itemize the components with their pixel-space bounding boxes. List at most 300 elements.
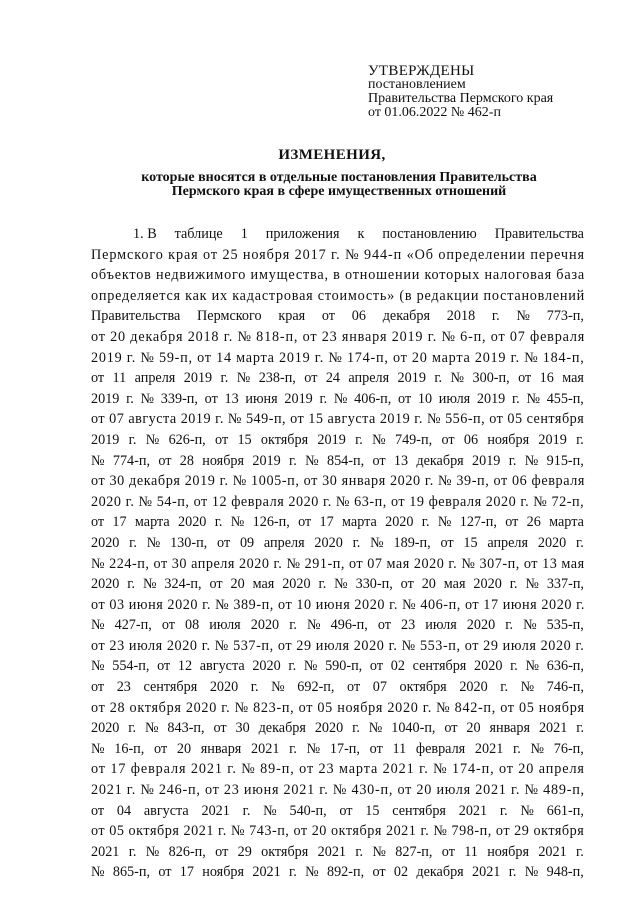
paragraph-line <box>91 677 584 698</box>
paragraph-word: № <box>236 370 251 387</box>
paragraph-word: 12 <box>177 658 193 675</box>
paragraph-1 <box>91 224 584 883</box>
paragraph-word: г. <box>289 452 297 469</box>
paragraph-word: г. <box>289 864 297 881</box>
paragraph-word: г. <box>499 802 508 819</box>
paragraph-line <box>91 801 584 822</box>
paragraph-word: 406-п, <box>354 390 392 407</box>
paragraph-word: августа <box>199 658 245 675</box>
paragraph-word: Пермского <box>197 308 262 325</box>
approval-line: постановлением <box>368 77 466 92</box>
paragraph-word: 2019 <box>183 370 213 387</box>
paragraph-word: мая <box>443 576 466 593</box>
paragraph-word: от <box>217 534 231 551</box>
paragraph-word: от <box>372 452 386 469</box>
document-subtitle: Пермского края в сфере имущественных отношений <box>171 184 507 199</box>
paragraph-word: ноября <box>487 843 529 860</box>
paragraph-word: 2019 <box>252 452 281 469</box>
paragraph-word: 20 <box>466 720 481 737</box>
paragraph-line <box>91 574 584 595</box>
paragraph-word: июня <box>245 390 278 407</box>
paragraph-word: 04 <box>116 802 132 819</box>
paragraph-word: Правительства <box>494 226 584 242</box>
paragraph-word: 13 <box>393 452 409 469</box>
paragraph-word: 339-п, <box>160 390 198 407</box>
document-subtitle: которые вносятся в отдельные постановления Правительства <box>141 170 537 185</box>
paragraph-word: 17 <box>112 514 127 531</box>
paragraph-word: № <box>526 390 540 407</box>
paragraph-word: таблице <box>174 226 223 242</box>
paragraph-word: г. <box>421 514 430 531</box>
paragraph-word: 2020 <box>385 514 414 531</box>
paragraph-word: г. <box>242 802 251 819</box>
paragraph-word: г. <box>128 431 137 448</box>
paragraph-line <box>91 492 584 513</box>
document-heading <box>0 146 640 199</box>
paragraph-word: 2019 <box>397 370 426 387</box>
paragraph-word: № <box>145 431 160 448</box>
paragraph-word: 16 <box>539 370 554 387</box>
paragraph-word: от <box>377 617 391 634</box>
paragraph-word: г. <box>491 308 500 325</box>
paragraph-word: г. <box>509 576 518 593</box>
paragraph-word: 11 <box>464 843 478 860</box>
paragraph-word: 28 <box>179 452 194 469</box>
paragraph-word: от <box>518 370 532 387</box>
paragraph-word: декабря <box>258 720 306 737</box>
paragraph-line <box>91 430 584 451</box>
paragraph-word: от 05 октября 2021 г. № 743-п, от 20 октября 2021 г. № 798-п, от 29 октября <box>91 823 585 840</box>
paragraph-word: № <box>530 740 545 757</box>
paragraph-word: от <box>158 864 172 881</box>
paragraph-word: 09 <box>239 534 255 551</box>
paragraph-word: г. <box>505 617 513 634</box>
paragraph-word: 30 <box>235 720 250 737</box>
paragraph-word: к <box>357 226 365 242</box>
paragraph-word: марта <box>342 514 377 531</box>
paragraph-word: от <box>444 720 458 737</box>
paragraph-word: от <box>440 534 454 551</box>
paragraph-word: г. <box>126 390 134 407</box>
paragraph-line <box>91 409 584 430</box>
paragraph-word: от 07 августа 2019 г. № 549-п, от 15 августа 2019 г. № 556-п, от 05 сентября <box>91 411 585 428</box>
paragraph-word: 2021 <box>538 843 567 860</box>
paragraph-line <box>91 348 584 369</box>
paragraph-word: 2020 <box>178 514 207 531</box>
paragraph-word: декабря <box>382 308 431 325</box>
paragraph-word: приложения <box>265 226 340 242</box>
paragraph-word: постановлению <box>382 226 477 242</box>
approval-line: от 01.06.2022 № 462-п <box>368 105 501 120</box>
paragraph-word: 23 <box>116 679 131 696</box>
paragraph-word: мая <box>252 576 275 593</box>
paragraph-word: 29 <box>237 843 252 860</box>
paragraph-word: от 23 июля 2020 г. № 537-п, от 29 июля 2020 г. № 553-п, от 29 июля 2020 г. <box>91 637 585 654</box>
paragraph-word: 2020 г. № 54-п, от 12 февраля 2020 г. № 63-п, от 19 февраля 2020 г. № 72-п, <box>91 493 585 510</box>
paragraph-word: 2018 <box>446 308 476 325</box>
paragraph-word: сентября <box>143 679 198 696</box>
paragraph-word: 2021 <box>538 720 568 737</box>
paragraph-line <box>91 595 584 616</box>
paragraph-word: 06 <box>351 308 366 325</box>
paragraph-word: 2020 <box>473 576 502 593</box>
paragraph-word: 24 <box>325 370 340 387</box>
paragraph-word: 554-п, <box>112 658 150 675</box>
paragraph-word: от <box>91 802 105 819</box>
paragraph-word: 17-п, <box>329 740 360 757</box>
paragraph-word: от <box>157 658 171 675</box>
paragraph-word: октября <box>260 431 309 448</box>
paragraph-word: 749-п, <box>394 431 433 448</box>
paragraph-word: 2020 <box>537 534 567 551</box>
paragraph-line <box>91 780 584 801</box>
paragraph-word: № <box>370 534 384 551</box>
paragraph-word: 2021 <box>474 740 504 757</box>
paragraph-word: 2020 <box>474 658 503 675</box>
paragraph-word: г. <box>576 431 584 448</box>
paragraph-word: 774-п, <box>112 452 151 469</box>
paragraph-word: № <box>525 576 539 593</box>
paragraph-word: от 20 декабря 2018 г. № 818-п, от 23 января 2019 г. № 6-п, от 07 февраля <box>91 328 586 345</box>
paragraph-line <box>91 821 584 842</box>
paragraph-word: 2021 <box>252 864 281 881</box>
paragraph-line <box>91 389 584 410</box>
paragraph-word: 2019 <box>284 390 313 407</box>
paragraph-word: № <box>450 370 465 387</box>
paragraph-word: г. <box>319 390 328 407</box>
paragraph-word: № <box>333 390 348 407</box>
paragraph-word: № <box>271 679 285 696</box>
paragraph-word: 15 <box>365 802 380 819</box>
paragraph-word: 773-п, <box>546 308 584 325</box>
paragraph-word: Пермского края от 25 ноября 2017 г. № 944-п «Об определении перечня <box>91 246 585 263</box>
paragraph-word: № <box>303 658 318 675</box>
paragraph-word: декабря <box>416 452 464 469</box>
paragraph-word: г. <box>355 431 363 448</box>
paragraph-word: г. <box>500 679 509 696</box>
paragraph-word: марта <box>549 514 584 531</box>
paragraph-word: № <box>305 452 319 469</box>
paragraph-word: февраля <box>415 740 466 757</box>
paragraph-word: апреля <box>348 370 390 387</box>
paragraph-word: 2021 <box>91 843 120 860</box>
paragraph-word: от <box>215 431 229 448</box>
paragraph-word: 661-п, <box>546 802 584 819</box>
paragraph-word: 535-п, <box>546 617 584 634</box>
paragraph-word: № 224-п, от 30 апреля 2020 г. № 291-п, от 07 мая 2020 г. № 307-п, от 13 мая <box>91 555 585 572</box>
paragraph-word: июля <box>209 617 241 634</box>
paragraph-word: 2020 <box>459 679 488 696</box>
paragraph-word: № <box>145 843 160 860</box>
paragraph-word: № <box>91 617 105 634</box>
paragraph-line <box>91 512 584 533</box>
paragraph-word: г. <box>128 720 137 737</box>
paragraph-word: г. <box>318 576 327 593</box>
paragraph-word: 2019 <box>91 431 120 448</box>
paragraph-word: 07 <box>372 679 387 696</box>
paragraph-word: 2020 <box>209 679 239 696</box>
paragraph-word: г. <box>434 370 443 387</box>
paragraph-word: 20 <box>230 576 245 593</box>
paragraph-line <box>91 615 584 636</box>
paragraph-word: 16-п, <box>114 740 145 757</box>
paragraph-word: 692-п, <box>297 679 335 696</box>
paragraph-word: 2021 <box>458 802 488 819</box>
paragraph-word: 2021 г. № 246-п, от 23 июня 2021 г. № 430-п, от 20 июля 2021 г. № 489-п, <box>91 782 585 799</box>
paragraph-word: 10 <box>417 390 433 407</box>
paragraph-word: 2019 <box>538 431 567 448</box>
paragraph-word: 06 <box>463 431 479 448</box>
paragraph-word: апреля <box>263 534 305 551</box>
paragraph-word: г. <box>289 617 297 634</box>
paragraph-word: 337-п, <box>546 576 584 593</box>
paragraph-word: № <box>91 658 105 675</box>
paragraph-word: от <box>304 370 318 387</box>
paragraph-word: 1. В <box>133 226 157 242</box>
paragraph-word: № <box>230 514 245 531</box>
paragraph-word: 15 <box>463 534 478 551</box>
paragraph-word: 126-п, <box>252 514 290 531</box>
approval-title: УТВЕРЖДЕНЫ <box>368 63 475 79</box>
paragraph-word: 330-п, <box>355 576 393 593</box>
paragraph-word: г. <box>513 740 521 757</box>
paragraph-line <box>91 718 584 739</box>
paragraph-word: 26 <box>526 514 541 531</box>
paragraph-word: № <box>437 514 452 531</box>
paragraph-word: г. <box>510 658 518 675</box>
paragraph-word: определяется как их кадастровая стоимость» (в редакции постановлений <box>91 287 586 304</box>
paragraph-word: 127-п, <box>459 514 497 531</box>
paragraph-word: № <box>142 576 157 593</box>
paragraph-word: 2020 <box>250 617 280 634</box>
paragraph-word: № <box>368 720 383 737</box>
paragraph-line <box>91 306 584 327</box>
paragraph-word: 2019 <box>317 431 346 448</box>
paragraph-word: 540-п, <box>289 802 327 819</box>
paragraph-word: от 17 февраля 2021 г. № 89-п, от 23 марта 2021 г. № 174-п, от 20 апреля <box>91 761 585 778</box>
paragraph-word: 02 <box>390 658 405 675</box>
paragraph-word: № <box>524 452 539 469</box>
paragraph-word: января <box>489 720 531 737</box>
paragraph-word: от <box>441 843 455 860</box>
paragraph-word: от <box>441 431 455 448</box>
paragraph-word: от 03 июня 2020 г. № 389-п, от 10 июня 2020 г. № 406-п, от 17 июня 2020 г. <box>91 596 585 613</box>
paragraph-word: г. <box>220 370 229 387</box>
paragraph-word: 20 <box>176 740 192 757</box>
paragraph-line <box>91 327 584 348</box>
paragraph-word: г. <box>214 514 223 531</box>
paragraph-word: г. <box>576 843 584 860</box>
paragraph-word: апреля <box>134 370 176 387</box>
paragraph-line <box>91 368 584 389</box>
paragraph-line <box>91 698 584 719</box>
paragraph-word: 826-п, <box>168 843 206 860</box>
paragraph-word: мая <box>562 370 584 387</box>
paragraph-word: от <box>204 390 218 407</box>
paragraph-word: 17 <box>319 514 334 531</box>
paragraph-word: апреля <box>487 534 529 551</box>
paragraph-word: от <box>161 617 175 634</box>
paragraph-word: № <box>520 802 534 819</box>
paragraph-word: 324-п, <box>164 576 202 593</box>
paragraph-word: 948-п, <box>546 864 584 881</box>
paragraph-word: от <box>369 658 384 675</box>
paragraph-word: № <box>525 658 540 675</box>
paragraph-word: 2020 <box>91 720 120 737</box>
paragraph-word: 13 <box>224 390 239 407</box>
paragraph-line <box>91 759 584 780</box>
paragraph-line <box>91 862 584 883</box>
paragraph-word: № <box>91 864 105 881</box>
approval-line: Правительства Пермского края <box>368 91 554 106</box>
paragraph-word: № <box>140 390 155 407</box>
paragraph-word: от <box>213 720 227 737</box>
paragraph-word: № <box>372 431 386 448</box>
paragraph-word: 496-п, <box>330 617 368 634</box>
paragraph-word: 636-п, <box>546 658 584 675</box>
paragraph-word: края <box>278 308 306 325</box>
paragraph-word: от <box>398 390 412 407</box>
paragraph-word: 2021 <box>472 864 501 881</box>
paragraph-word: 2021 <box>201 802 230 819</box>
paragraph-word: от <box>505 514 519 531</box>
paragraph-word: 1040-п, <box>391 720 436 737</box>
paragraph-word: сентября <box>412 658 467 675</box>
paragraph-word: ноября <box>202 452 245 469</box>
paragraph-word: 2021 <box>251 740 280 757</box>
paragraph-word: 08 <box>185 617 200 634</box>
paragraph-word: объектов недвижимого имущества, в отношении которых налоговая база <box>91 267 585 284</box>
paragraph-word: № <box>263 802 277 819</box>
paragraph-word: от <box>91 679 105 696</box>
paragraph-word: № <box>307 617 321 634</box>
paragraph-word: 590-п, <box>325 658 363 675</box>
paragraph-word: г. <box>576 534 584 551</box>
paragraph-word: г. <box>352 534 361 551</box>
paragraph-word: 2020 <box>466 617 496 634</box>
paragraph-word: № <box>334 576 348 593</box>
paragraph-line <box>91 554 584 575</box>
paragraph-word: 2019 г. № 59-п, от 14 марта 2019 г. № 174-п, от 20 марта 2019 г. № 184-п, <box>91 349 585 366</box>
paragraph-word: 11 <box>112 370 127 387</box>
paragraph-word: г. <box>128 843 137 860</box>
paragraph-word: 2020 <box>314 534 343 551</box>
paragraph-word: г. <box>508 452 517 469</box>
paragraph-word: июля <box>425 617 457 634</box>
paragraph-word: 746-п, <box>546 679 584 696</box>
paragraph-word: 1 <box>240 226 248 242</box>
paragraph-word: 626-п, <box>168 431 206 448</box>
paragraph-line <box>91 245 584 266</box>
paragraph-word: от <box>400 576 414 593</box>
paragraph-word: ноября <box>202 864 245 881</box>
paragraph-word: № <box>144 720 159 737</box>
paragraph-line <box>91 265 584 286</box>
paragraph-word: г. <box>129 534 137 551</box>
document-title: ИЗМЕНЕНИЯ, <box>278 147 386 163</box>
paragraph-word: 455-п, <box>546 390 584 407</box>
paragraph-word: октября <box>399 679 447 696</box>
paragraph-word: от <box>372 864 386 881</box>
paragraph-word: от <box>154 740 168 757</box>
paragraph-word: 2020 <box>91 534 120 551</box>
paragraph-word: 827-п, <box>395 843 433 860</box>
paragraph-word: 2020 <box>282 576 311 593</box>
paragraph-word: 915-п, <box>546 452 584 469</box>
paragraph-word: 238-п, <box>258 370 296 387</box>
paragraph-word: г. <box>355 843 364 860</box>
paragraph-line <box>91 471 584 492</box>
paragraph-word: № <box>305 864 319 881</box>
paragraph-word: от <box>91 370 105 387</box>
paragraph-word: от <box>339 802 353 819</box>
paragraph-word: 02 <box>393 864 409 881</box>
paragraph-word: № <box>306 740 321 757</box>
paragraph-word: 76-п, <box>553 740 584 757</box>
paragraph-word: октября <box>261 843 309 860</box>
paragraph-word: 843-п, <box>167 720 205 737</box>
paragraph-word: 11 <box>392 740 407 757</box>
paragraph-word: от <box>347 679 361 696</box>
paragraph-word: 2020 <box>252 658 281 675</box>
paragraph-word: июля <box>438 390 471 407</box>
paragraph-line <box>91 224 584 245</box>
paragraph-line <box>91 533 584 554</box>
paragraph-word: от 30 декабря 2019 г. № 1005-п, от 30 января 2020 г. № 39-п, от 06 февраля <box>91 473 586 490</box>
paragraph-word: августа <box>143 802 189 819</box>
paragraph-word: № <box>91 452 105 469</box>
paragraph-word: 854-п, <box>326 452 365 469</box>
paragraph-word: № <box>516 308 530 325</box>
paragraph-word: г. <box>127 576 136 593</box>
paragraph-word: 865-п, <box>112 864 151 881</box>
paragraph-word: 2020 <box>91 576 120 593</box>
paragraph-word: от <box>321 308 335 325</box>
paragraph-line <box>91 286 584 307</box>
paragraph-word: 2019 <box>476 390 506 407</box>
paragraph-word: 300-п, <box>472 370 510 387</box>
paragraph-line <box>91 636 584 657</box>
paragraph-word: ноября <box>487 431 530 448</box>
paragraph-word: № <box>524 864 539 881</box>
paragraph-line <box>91 842 584 863</box>
paragraph-word: 427-п, <box>114 617 152 634</box>
paragraph-word: 2019 <box>91 390 120 407</box>
paragraph-word: 17 <box>179 864 194 881</box>
paragraph-line <box>91 656 584 677</box>
paragraph-word: от <box>158 452 172 469</box>
paragraph-word: от <box>215 843 229 860</box>
paragraph-word: г. <box>288 658 297 675</box>
paragraph-word: г. <box>511 390 520 407</box>
paragraph-word: 189-п, <box>393 534 431 551</box>
paragraph-word: № <box>372 843 386 860</box>
paragraph-line <box>91 739 584 760</box>
paragraph-word: № <box>91 740 105 757</box>
paragraph-word: 2019 <box>472 452 501 469</box>
paragraph-word: № <box>520 679 535 696</box>
paragraph-word: 23 <box>401 617 416 634</box>
paragraph-word: января <box>200 740 242 757</box>
paragraph-word: г. <box>352 720 360 737</box>
paragraph-word: г. <box>250 679 259 696</box>
paragraph-word: от <box>369 740 383 757</box>
paragraph-word: 892-п, <box>326 864 365 881</box>
paragraph-word: 130-п, <box>170 534 208 551</box>
paragraph-word: г. <box>289 740 297 757</box>
paragraph-word: № <box>523 617 537 634</box>
paragraph-word: № <box>146 534 161 551</box>
